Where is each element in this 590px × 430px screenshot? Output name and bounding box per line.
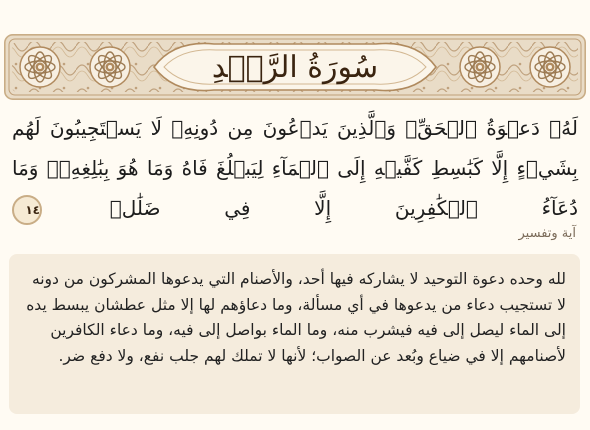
- banner-rosette-left-icon: [20, 47, 60, 87]
- verse-text[interactable]: [12, 108, 578, 228]
- banner-rosette-inner-right-icon: [460, 47, 500, 87]
- section-label: آية وتفسير: [518, 226, 576, 241]
- tafsir-card: [9, 254, 580, 414]
- surah-banner: [4, 34, 586, 100]
- banner-rosette-inner-left-icon: [90, 47, 130, 87]
- surah-title: سُورَةُ الرَّعۡدِ: [211, 49, 379, 85]
- verse-number-badge: ١٤: [12, 195, 42, 225]
- verse-arabic: لَهُۥ دَعۡوَةُ ٱلۡحَقِّۚ وَٱلَّذِينَ يَدۡعُونَ مِن دُونِهِۦ لَا يَسۡتَجِيبُونَ لَهُم بِشَيۡءٍ إِلَّا كَبَٰسِطِ كَفَّيۡهِ إِلَى ٱلۡمَآءِ لِيَبۡلُغَ فَاهُ وَمَا هُوَ بِبَٰلِغِهِۦۚ وَمَا دُعَآءُ ٱلۡكَٰفِرِينَ إِلَّا فِي ضَلَٰلٖ: [12, 116, 578, 220]
- tafsir-text: لله وحده دعوة التوحيد لا يشاركه فيها أحد، والأصنام التي يدعوها المشركون من دونه لا تستجيب دعاء من يدعوها في أي مسألة، وما دعاؤهم لها إلا مثل عطشان يبسط يده إلى الماء ليصل إلى فيه فيشرب منه، وما الماء بواصل إلى فيه، وما دعاء الكافرين لأصنامهم إلا في ضياع وبُعد عن الصواب؛ لأنها لا تملك لهم جلب نفع، ولا دفع ضر.: [26, 270, 566, 365]
- banner-rosette-right-icon: [530, 47, 570, 87]
